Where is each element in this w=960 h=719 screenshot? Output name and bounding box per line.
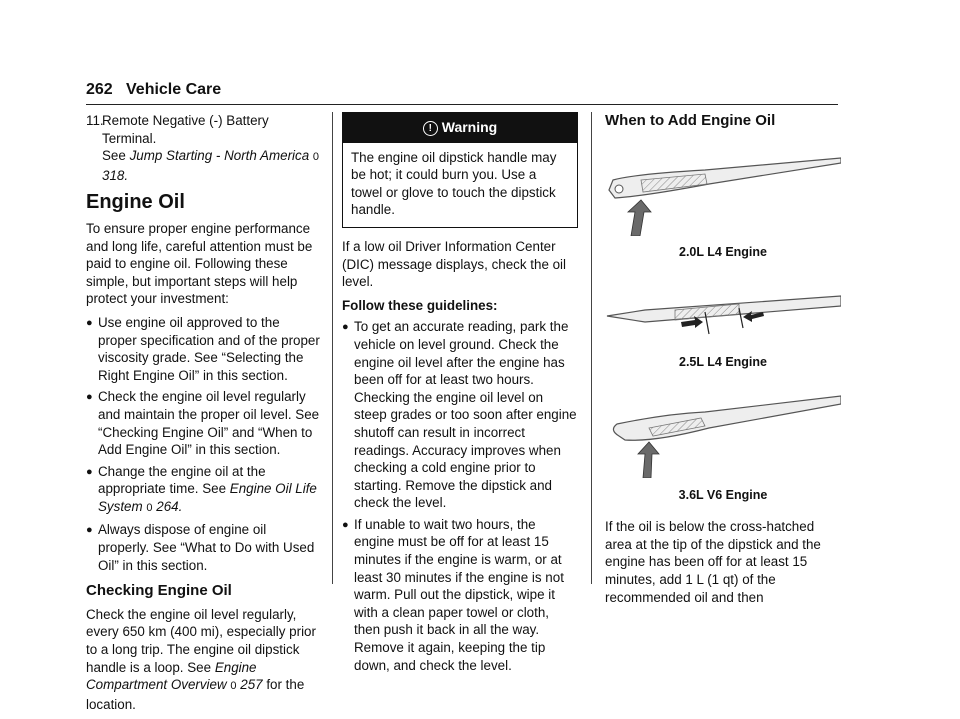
bullet-icon: ● (342, 518, 349, 531)
dic-paragraph: If a low oil Driver Information Center (DIC) message displays, check the oil level. (342, 238, 567, 290)
oil-life-system-link[interactable]: Engine Oil Life System (98, 481, 317, 514)
page-ref-icon: 0 (230, 680, 237, 693)
page-ref-icon: 0 (312, 151, 320, 164)
list-item (342, 318, 578, 512)
bullet-text: If unable to wait two hours, the engine must be off for at least 15 minutes if the engine is warm, or at least 30 minutes if the engine is not warm. Pull out the dipstick, wipe it with a clean paper towel or cloth, then push it back in all the way. Remove it again, keeping the tip down, and check the level. (354, 516, 564, 673)
bullet-text: To get an accurate reading, park the vehicle on level ground. Check the engine oil level after the engine has been off for at least two hours. Checking the engine oil level on steep grades or too soon after engine shutoff can result in incorrect readings. Accuracy improves when checking a cold engine prior to starting. Remove the dipstick and check the level. (354, 319, 577, 511)
dipstick-2-5-illustration (605, 282, 841, 346)
checking-text-end: for the location. (86, 677, 305, 712)
dipstick-figure-3-6 (605, 390, 841, 504)
engine-compartment-link[interactable]: Engine Compartment Overview (86, 659, 257, 693)
list-item-11 (86, 112, 320, 184)
column-middle (342, 112, 578, 678)
page-ref[interactable]: 257 (240, 677, 263, 693)
bullet-icon: ● (86, 316, 93, 329)
list-item (342, 516, 578, 674)
bullet-icon: ● (86, 391, 93, 404)
page-ref-icon: 0 (146, 501, 153, 514)
dipstick-figure-2-5 (605, 282, 841, 372)
list-item (86, 388, 320, 458)
jump-starting-link[interactable]: Jump Starting - North America (129, 148, 310, 164)
bullet-list (86, 314, 320, 574)
when-to-add-heading: When to Add Engine Oil (605, 112, 776, 129)
column-divider (591, 112, 592, 584)
intro-paragraph: To ensure proper engine performance and long life, careful attention must be paid to engine oil. Following these simple, but important steps will help protect your investment: (86, 220, 313, 307)
warning-icon: ! (423, 121, 438, 136)
page-number: 262 (86, 81, 113, 98)
warning-box (342, 112, 578, 228)
page-ref[interactable]: 264. (156, 498, 183, 514)
engine-oil-heading: Engine Oil (86, 191, 185, 214)
page-ref[interactable]: 318. (102, 167, 129, 183)
column-left (86, 112, 320, 719)
warning-header (343, 113, 577, 143)
warning-text: The engine oil dipstick handle may be hot; it could burn you. Use a towel or glove to touch the dipstick handle. (351, 149, 557, 218)
dipstick-figure-2-0 (605, 136, 841, 262)
figure-caption: 2.5L L4 Engine (679, 355, 767, 370)
figure-caption: 2.0L L4 Engine (679, 245, 767, 260)
item-number: 11. (86, 113, 104, 128)
bullet-text: Always dispose of engine oil properly. See “What to Do with Used Oil” in this section. (98, 522, 315, 573)
item-text: Remote Negative (-) Battery Terminal. (102, 113, 269, 146)
list-item (86, 521, 320, 574)
figure-caption: 3.6L V6 Engine (678, 487, 768, 502)
bullet-text: Change the engine oil at the appropriate time. See (98, 463, 266, 497)
see-label: See (102, 148, 126, 164)
bullet-icon: ● (86, 465, 93, 478)
section-title: Vehicle Care (126, 81, 222, 98)
dipstick-3-6-illustration (605, 390, 841, 478)
list-item (86, 463, 320, 518)
checking-text: Check the engine oil level regularly, every 650 km (400 mi), especially prior to a long trip. The engine oil dipstick handle is a loop. See (86, 606, 316, 675)
column-right (605, 112, 841, 612)
closing-paragraph: If the oil is below the cross-hatched area at the tip of the dipstick and the engine has been off for at least 15 minutes, add 1 L (1 qt) of the recommended oil and then (605, 519, 821, 605)
warning-title: Warning (441, 119, 498, 135)
checking-heading: Checking Engine Oil (86, 582, 232, 600)
bullet-icon: ● (86, 524, 93, 537)
list-item (86, 314, 320, 384)
checking-paragraph (86, 606, 320, 714)
guidelines-label: Follow these guidelines: (342, 297, 498, 313)
bullet-text: Use engine oil approved to the proper specification and of the proper viscosity grade. See “Selecting the Right Engine Oil” in this section. (98, 314, 320, 383)
page-header (86, 78, 838, 105)
column-divider (332, 112, 333, 584)
guidelines-list (342, 318, 578, 674)
dipstick-2-0-illustration (605, 136, 841, 236)
bullet-text: Check the engine oil level regularly and maintain the proper oil level. See “Checking Engine Oil” and “When to Add Engine Oil” in this section. (98, 389, 320, 458)
bullet-icon: ● (342, 321, 349, 334)
